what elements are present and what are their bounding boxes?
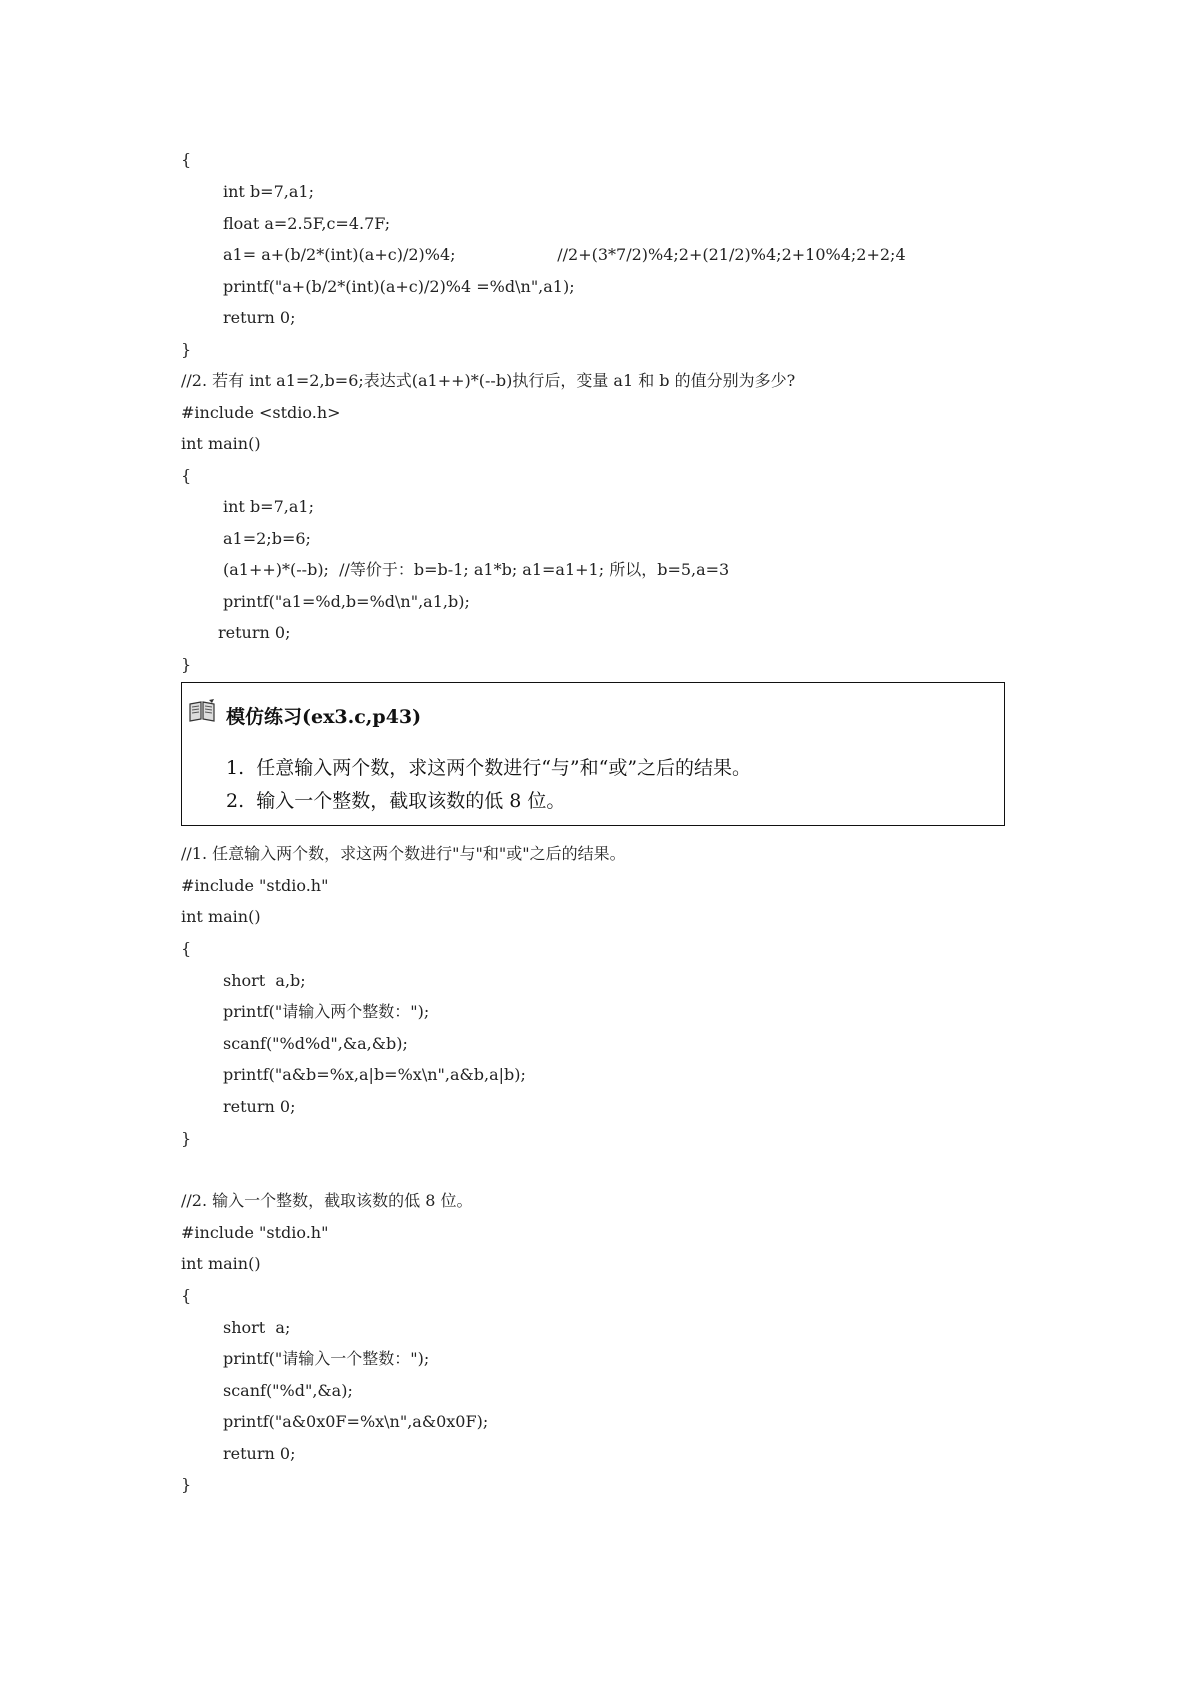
code-line: { bbox=[181, 939, 192, 958]
code-line: scanf("%d%d",&a,&b); bbox=[223, 1034, 408, 1053]
code-comment: //2. 若有 int a1=2,b=6;表达式(a1++)*(--b)执行后，变量 a1 和 b 的值分别为多少? bbox=[181, 371, 796, 390]
code-line: #include "stdio.h" bbox=[181, 1223, 329, 1242]
code-line: { bbox=[181, 1286, 192, 1305]
exercise-item: 2. 输入一个整数，截取该数的低 8 位。 bbox=[226, 790, 566, 812]
exercise-item: 1. 任意输入两个数，求这两个数进行“与”和“或”之后的结果。 bbox=[226, 757, 752, 779]
code-line: printf("a1=%d,b=%d\n",a1,b); bbox=[223, 592, 470, 611]
code-line: } bbox=[181, 340, 192, 359]
book-icon bbox=[188, 699, 216, 723]
code-line: int b=7,a1; bbox=[223, 182, 314, 201]
code-line: int main() bbox=[181, 907, 261, 926]
code-line: } bbox=[181, 1129, 192, 1148]
code-line: a1= a+(b/2*(int)(a+c)/2)%4; //2+(3*7/2)%4;2+(21/2)%4;2+10%4;2+2;4 bbox=[223, 245, 906, 264]
code-line: printf("请输入一个整数："); bbox=[223, 1349, 430, 1368]
code-line: printf("请输入两个整数："); bbox=[223, 1002, 430, 1021]
code-line: (a1++)*(--b); //等价于：b=b-1; a1*b; a1=a1+1; 所以，b=5,a=3 bbox=[223, 560, 730, 579]
code-line: int main() bbox=[181, 1254, 261, 1273]
code-line: #include <stdio.h> bbox=[181, 403, 341, 422]
code-line: return 0; bbox=[223, 308, 296, 327]
code-line: { bbox=[181, 150, 192, 169]
exercise-box bbox=[181, 682, 1005, 826]
code-comment: //1. 任意输入两个数，求这两个数进行"与"和"或"之后的结果。 bbox=[181, 844, 626, 863]
code-line: { bbox=[181, 466, 192, 485]
code-line: printf("a&b=%x,a|b=%x\n",a&b,a|b); bbox=[223, 1065, 526, 1084]
code-line: scanf("%d",&a); bbox=[223, 1381, 353, 1400]
code-line: return 0; bbox=[223, 1097, 296, 1116]
code-line: short a,b; bbox=[223, 971, 306, 990]
code-comment: //2. 输入一个整数，截取该数的低 8 位。 bbox=[181, 1191, 473, 1210]
code-line: printf("a&0x0F=%x\n",a&0x0F); bbox=[223, 1412, 489, 1431]
code-line: a1=2;b=6; bbox=[223, 529, 311, 548]
code-line: printf("a+(b/2*(int)(a+c)/2)%4 =%d\n",a1); bbox=[223, 277, 575, 296]
code-line: return 0; bbox=[223, 1444, 296, 1463]
code-line: } bbox=[181, 1475, 192, 1494]
code-line: int b=7,a1; bbox=[223, 497, 314, 516]
code-line: return 0; bbox=[218, 623, 291, 642]
code-line: int main() bbox=[181, 434, 261, 453]
exercise-title: 模仿练习(ex3.c,p43) bbox=[226, 706, 422, 728]
code-line: short a; bbox=[223, 1318, 291, 1337]
code-line: #include "stdio.h" bbox=[181, 876, 329, 895]
code-line: float a=2.5F,c=4.7F; bbox=[223, 214, 391, 233]
code-line: } bbox=[181, 655, 192, 674]
